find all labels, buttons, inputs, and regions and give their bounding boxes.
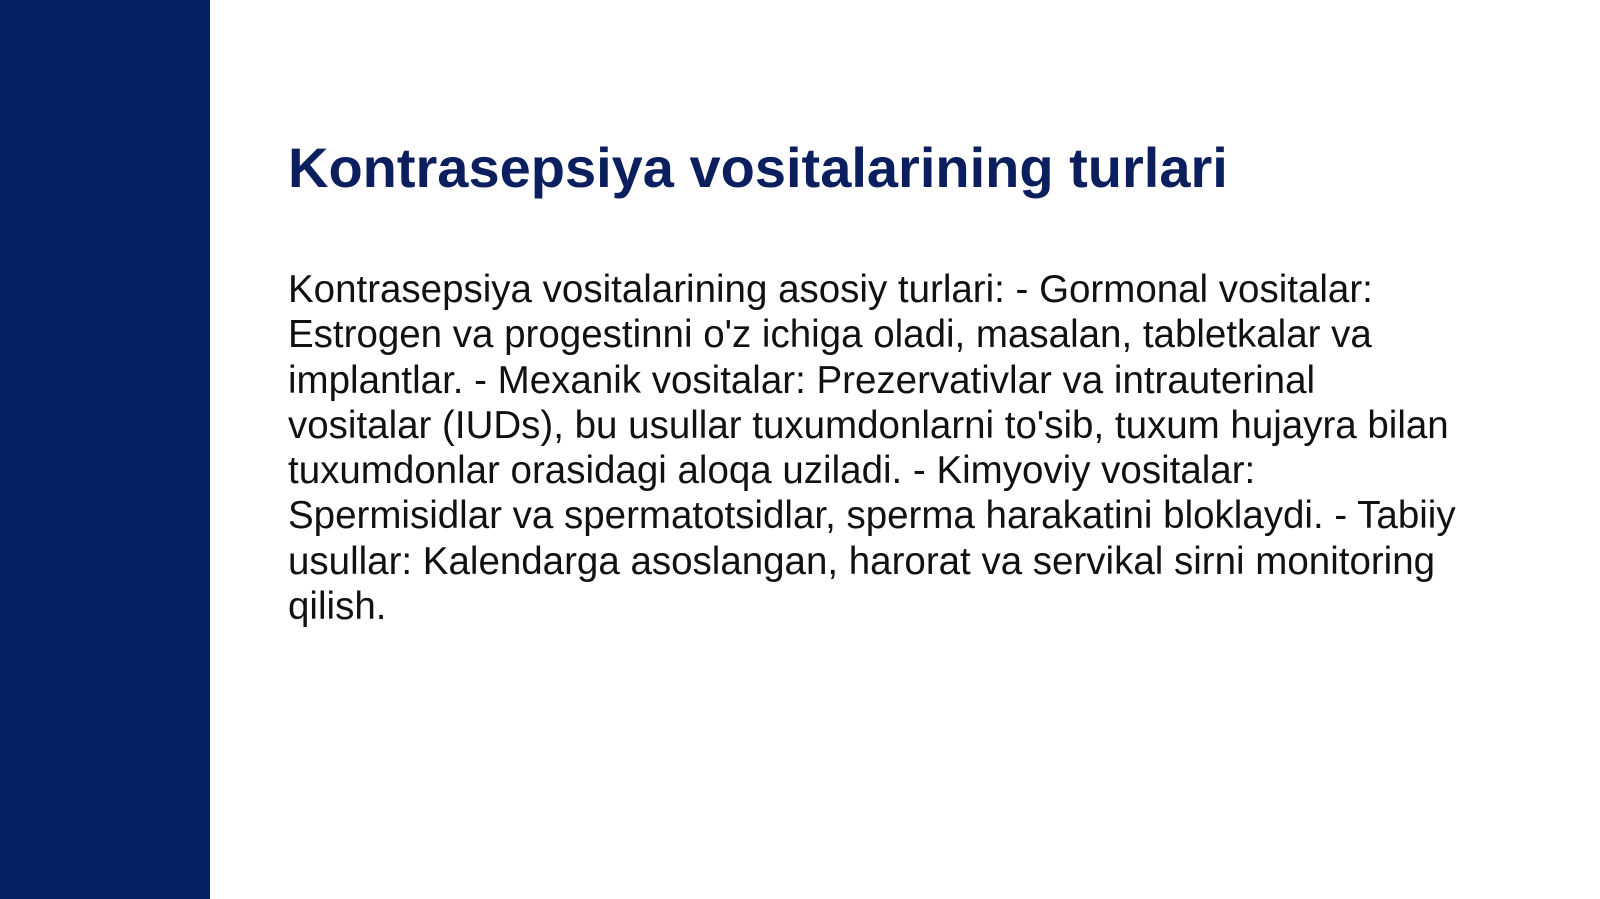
side-accent-band <box>0 0 210 899</box>
slide-body-text: Kontrasepsiya vositalarining asosiy turlari: - Gormonal vositalar: Estrogen va progestinni o'z ichiga oladi, masalan, tabletkalar va implantlar. - Mexanik vositalar: Prezervativlar va intrauterinal vositalar (IUDs), bu usullar tuxumdonlarni to'sib, tuxum hujayra bilan tuxumdonlar orasidagi aloqa uziladi. - Kimyoviy vositalar: Spermisidlar va spermatotsidlar, sperma harakatini bloklaydi. - Tabiiy usullar: Kalendarga asoslangan, harorat va servikal sirni monitoring qilish. <box>288 268 1456 629</box>
slide-title: Kontrasepsiya vositalarining turlari <box>288 136 1228 199</box>
